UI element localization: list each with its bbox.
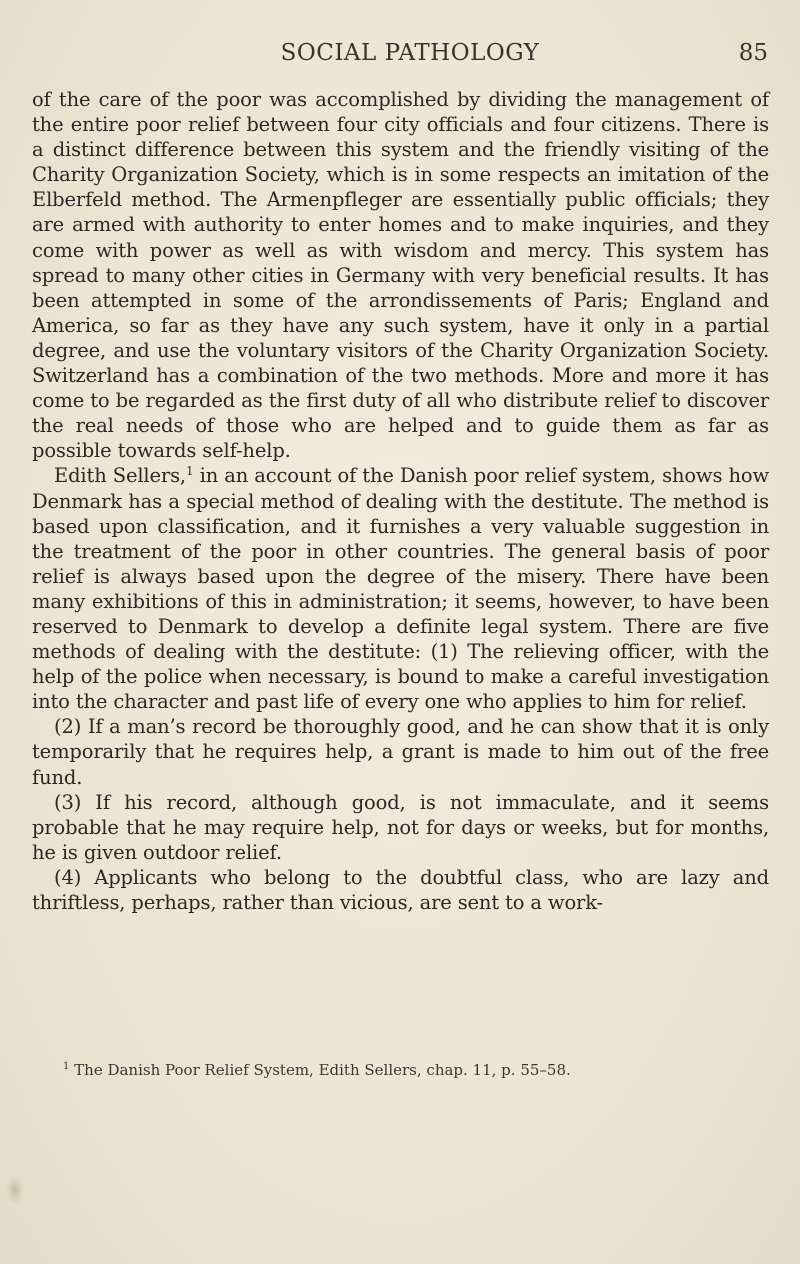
paragraph-2 <box>32 463 769 714</box>
footnote-reference: 1 <box>185 464 194 479</box>
page-number: 85 <box>738 40 768 66</box>
body-text <box>32 87 769 915</box>
footnote-marker: 1 <box>63 1061 70 1072</box>
paragraph-4: (3) If his record, although good, is not immaculate, and it seems probable that he may require help, not for days or weeks, but for months, he is given outdoor relief. <box>32 790 769 864</box>
paragraph-1: of the care of the poor was accomplished by dividing the management of the entire poor relief between four city officials and four citizens. There is a distinct difference between this system and the friendly visiting of the Charity Organization Society, which is in some respects an imitation of the Elberfeld method. The Armenpfleger are essentially public officials; they are armed with authority to enter homes and to make inquiries, and they come with power as well as with wisdom and mercy. This system has spread to many other cities in Germany with very beneficial results. It has been attempted in some of the arrondissements of Paris; England and America, so far as they have any such system, have it only in a partial degree, and use the voluntary visitors of the Charity Organization Society. Switzerland has a combination of the two methods. More and more it has come to be regarded as the first duty of all who distribute relief to discover the real needs of those who are helped and to guide them as far as possible towards self-help. <box>32 88 769 463</box>
paragraph-2-rest: in an account of the Danish poor relief system, shows how Denmark has a special method of dealing with the destitute. The method is based upon classification, and it furnishes a very valuable suggestion in the treatment of the poor in other countries. The general basis of poor relief is always based upon the degree of the misery. There have been many exhibitions of this in administration; it seems, however, to have been reserved to Denmark to develop a definite legal system. There are five methods of dealing with the destitute: (1) The relieving officer, with the help of the police when necessary, is bound to make a careful investigation into the character and past life of every one who applies to him for relief. <box>32 464 770 714</box>
paragraph-2-start: Edith Sellers, <box>54 464 186 488</box>
footnote-text: The Danish Poor Relief System, Edith Sellers, chap. 11, p. 55–58. <box>74 1061 571 1079</box>
running-head: SOCIAL PATHOLOGY <box>280 40 540 66</box>
paragraph-5: (4) Applicants who belong to the doubtful class, who are lazy and thriftless, perhaps, rather than vicious, are sent to a work- <box>32 865 769 914</box>
page-header <box>52 40 768 74</box>
footnote <box>63 1060 773 1080</box>
page-stain <box>6 1176 24 1204</box>
paragraph-3: (2) If a man’s record be thoroughly good, and he can show that it is only temporarily that he requires help, a grant is made to him out of the free fund. <box>32 715 769 789</box>
